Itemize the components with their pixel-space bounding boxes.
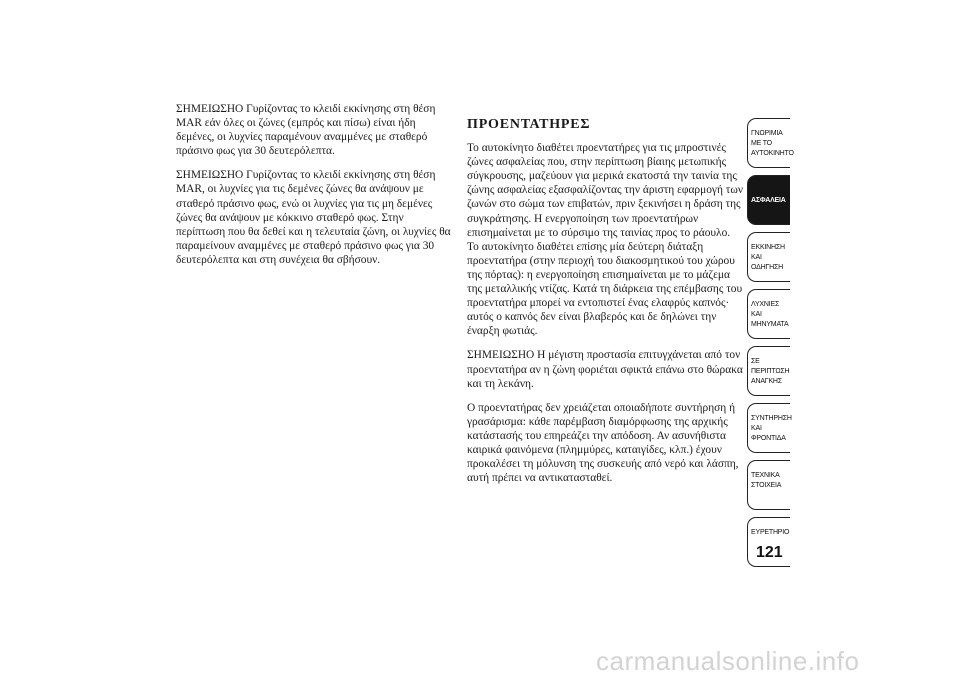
tab-emergency[interactable] (747, 346, 790, 396)
tab-label: ΑΣΦΑΛΕΙΑ (751, 197, 786, 204)
section-title: ΠΡΟΕΝΤΑΤΗΡΕΣ (467, 117, 591, 132)
tab-safety[interactable] (747, 175, 790, 225)
chapter-tabs (747, 118, 794, 574)
right-column (467, 102, 743, 495)
tab-label: ΣΥΝΤΗΡΗΣΗ ΚΑΙ ΦΡΟΝΤΙΔΑ (751, 415, 792, 442)
tab-label: ΛΥΧΝΙΕΣ ΚΑΙ ΜΗΝΥΜΑΤΑ (751, 301, 789, 328)
tab-getting-to-know[interactable] (747, 118, 794, 168)
tab-label: ΤΕΧΝΙΚΑ ΣΤΟΙΧΕΙΑ (751, 472, 782, 489)
note-paragraph-2: ΣΗΜΕΙΩΣΗΟ Γυρίζοντας το κλειδί εκκίνησης στη θέση MAR, οι λυχνίες για τις δεμένες ζώνες θα ανάψουν με σταθερό πράσινο φως, ενώ οι λυχνίες για τις μη δεμένες ζώνες θα ανάψουν με κόκκινο σταθερό φως. Στην περίπτωση που θα δεθεί και η τελευταία ζώνη, οι λυχνίες θα παραμείνουν αναμμένες με σταθερό πράσινο φως για 30 δευτερόλεπτα και στη συνέχεια θα σβήσουν. (176, 169, 451, 266)
pretensioner-paragraph: Το αυτοκίνητο διαθέτει προεντατήρες για τις μπροστινές ζώνες ασφαλείας που, στην περίπτωση βίαιης μετωπικής σύγκρουσης, μαζεύουν για μερικά εκατοστά την ταινία της ζώνης ασφαλείας εξασφαλίζοντας την άριστη εφαρμογή των ζωνών στο σώμα των επιβατών, πριν ξεκινήσει η δράση της συγκράτησης. Η ενεργοποίηση των προεντατήρων επισημαίνεται με το σύρσιμο της ταινίας προς το ράουλο. Το αυτοκίνητο διαθέτει επίσης μία δεύτερη διάταξη προεντατήρα (στην περιοχή του διακοσμητικού του χώρου της πόρτας): η ενεργοποίηση επισημαίνεται με το μάζεμα της μεταλλικής ντίζας. Κατά τη διάρκεια της επέμβασης του προεντατήρα μπορεί να εντοπιστεί ένας ελαφρύς καπνός· αυτός ο καπνός δεν είναι βλαβερός και δε δηλώνει την έναρξη φωτιάς. (467, 142, 743, 338)
tab-label: ΕΥΡΕΤΗΡΙΟ (751, 529, 790, 536)
tab-label: ΓΝΩΡΙΜΙΑ ΜΕ ΤΟ ΑΥΤΟΚΙΝΗΤΟ (751, 130, 794, 157)
tab-label: ΕΚΚΙΝΗΣΗ ΚΑΙ ΟΔΗΓΗΣΗ (751, 244, 785, 271)
left-column (176, 102, 452, 277)
page-number: 121 (756, 544, 783, 561)
tab-label: ΣΕ ΠΕΡΙΠΤΩΣΗ ΑΝΑΓΚΗΣ (751, 358, 790, 385)
tab-warning-lights[interactable] (747, 289, 790, 339)
tab-starting-driving[interactable] (747, 232, 790, 282)
watermark: carmanualsonline.info (596, 646, 860, 676)
tab-maintenance[interactable] (747, 403, 790, 453)
note-paragraph-3: ΣΗΜΕΙΩΣΗΟ Η μέγιστη προστασία επιτυγχάνεται από τον προεντατήρα αν η ζώνη φοριέται σφικτά επάνω στο θώρακα και τη λεκάνη. (467, 349, 743, 390)
note-paragraph-1: ΣΗΜΕΙΩΣΗΟ Γυρίζοντας το κλειδί εκκίνησης στη θέση MAR εάν όλες οι ζώνες (εμπρός και πίσω) είναι ήδη δεμένες, οι λυχνίες παραμένουν αναμμένες με σταθερό πράσινο φως για 30 δευτερόλεπτα. (176, 103, 436, 158)
maintenance-paragraph: Ο προεντατήρας δεν χρειάζεται οποιαδήποτε συντήρηση ή γρασάρισμα: κάθε παρέμβαση διαμόρφωσης της αρχικής κατάστασής του επηρεάζει την απόδοση. Αν ασυνήθιστα καιρικά φαινόμενα (πλημμύρες, καταιγίδες, κλπ.) έχουν προκαλέσει τη μόλυνση της συσκευής από νερό και λάσπη, αυτή πρέπει να αντικατασταθεί. (467, 401, 739, 485)
tab-technical-data[interactable] (747, 460, 790, 510)
